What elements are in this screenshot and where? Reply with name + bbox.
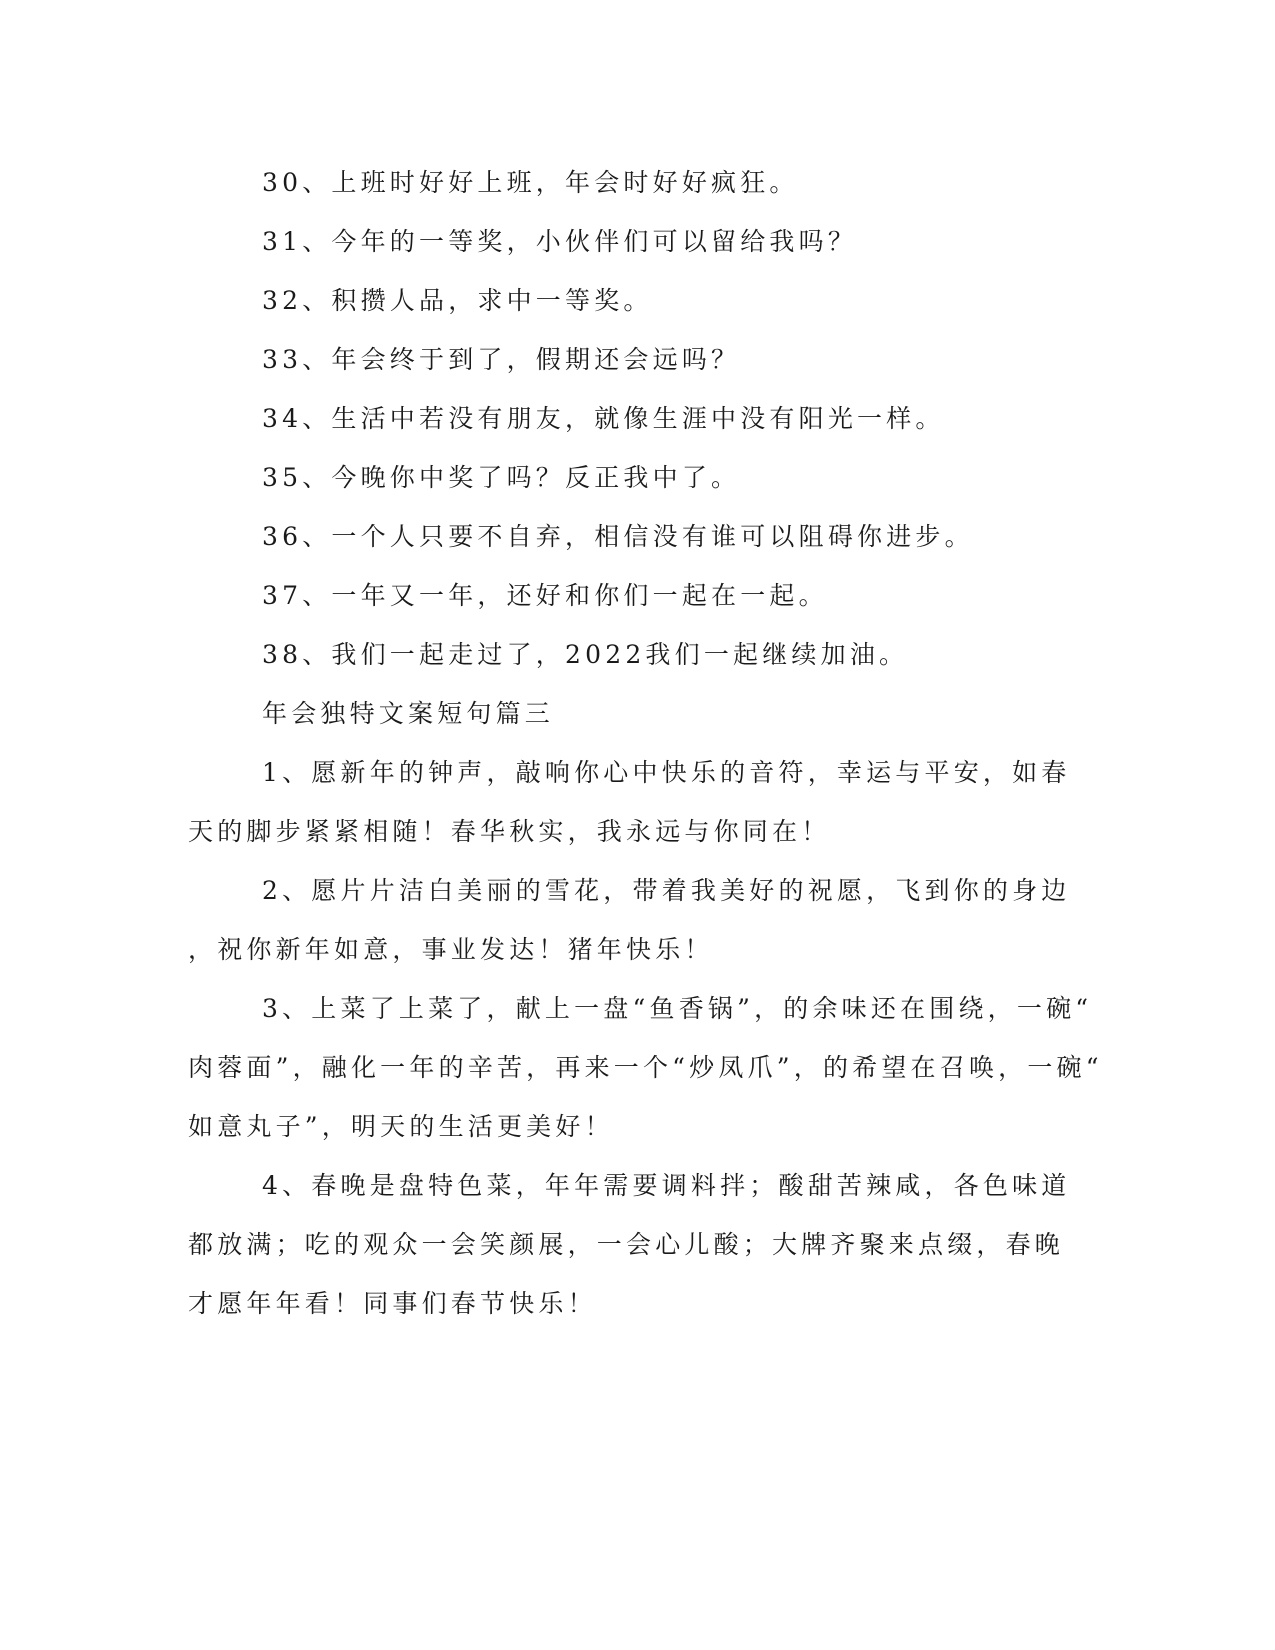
paragraph-line: 4、春晚是盘特色菜，年年需要调料拌；酸甜苦辣咸，各色味道 [262,1171,1071,1200]
paragraph-line: 才愿年年看！同事们春节快乐！ [188,1289,597,1318]
list-item: 38、我们一起走过了，2022我们一起继续加油。 [262,640,909,669]
list-item: 31、今年的一等奖，小伙伴们可以留给我吗？ [262,227,858,256]
paragraph-line: ，祝你新年如意，事业发达！猪年快乐！ [188,935,714,964]
list-item: 35、今晚你中奖了吗？反正我中了。 [262,463,741,492]
paragraph-line: 3、上菜了上菜了，献上一盘“鱼香锅”，的余味还在围绕，一碗“ [262,994,1093,1023]
list-item: 32、积攒人品，求中一等奖。 [262,286,653,315]
paragraph-line: 肉蓉面”，融化一年的辛苦，再来一个“炒凤爪”，的希望在召唤，一碗“ [188,1053,1103,1082]
paragraph-line: 都放满；吃的观众一会笑颜展，一会心儿酸；大牌齐聚来点缀，春晚 [188,1230,1065,1259]
paragraph-line: 天的脚步紧紧相随！春华秋实，我永远与你同在！ [188,817,831,846]
paragraph-line: 2、愿片片洁白美丽的雪花，带着我美好的祝愿，飞到你的身边 [262,876,1071,905]
list-item: 37、一年又一年，还好和你们一起在一起。 [262,581,828,610]
paragraph-line: 1、愿新年的钟声，敲响你心中快乐的音符，幸运与平安，如春 [262,758,1071,787]
list-item: 36、一个人只要不自弃，相信没有谁可以阻碍你进步。 [262,522,974,551]
list-item: 34、生活中若没有朋友，就像生涯中没有阳光一样。 [262,404,945,433]
list-item: 33、年会终于到了，假期还会远吗？ [262,345,741,374]
list-item: 30、上班时好好上班，年会时好好疯狂。 [262,168,799,197]
paragraph-line: 如意丸子”，明天的生活更美好！ [188,1112,614,1141]
section-heading: 年会独特文案短句篇三 [262,699,555,728]
